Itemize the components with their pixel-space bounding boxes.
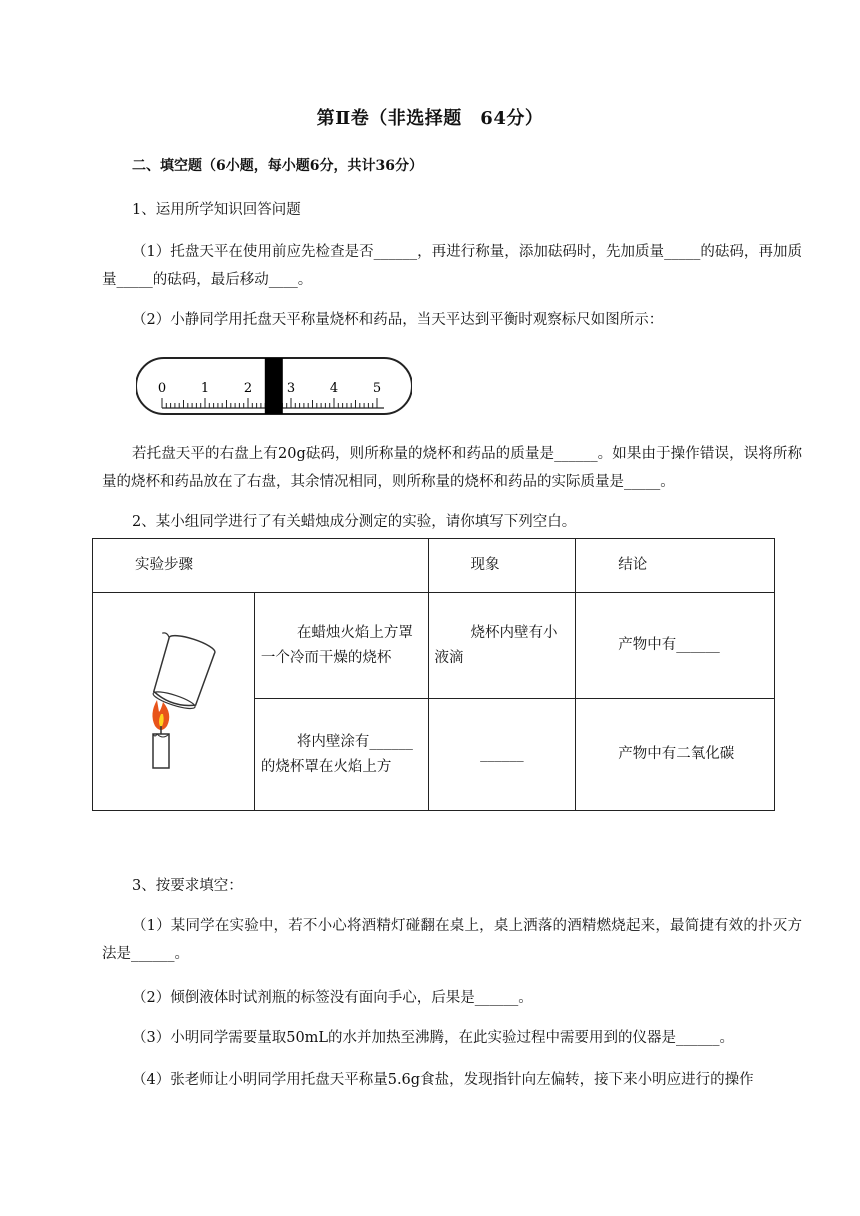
ruler-label: 0 [157, 381, 167, 396]
candle-beaker-figure-cell [93, 593, 255, 811]
row1-step: 在蜡烛火焰上方罩一个冷而干燥的烧杯 [254, 593, 428, 699]
ruler-label: 2 [243, 381, 253, 396]
question-3-part-2: （2）倾倒液体时试剂瓶的标签没有面向手心，后果是______。 [132, 990, 533, 1006]
experiment-table [92, 538, 775, 811]
table-row [93, 593, 775, 699]
ruler-label: 5 [372, 381, 382, 396]
question-3-heading: 3、按要求填空： [132, 878, 243, 894]
question-2-heading: 2、某小组同学进行了有关蜡烛成分测定的实验，请你填写下列空白。 [132, 514, 577, 530]
question-3-part-1: （1）某同学在实验中，若不小心将酒精灯碰翻在桌上，桌上洒落的酒精燃烧起来，最简捷有效的扑灭方法是______。 [102, 918, 802, 962]
row2-phenomenon: ______ [428, 699, 576, 811]
ruler-label: 1 [200, 381, 210, 396]
row1-phenomenon: 烧杯内壁有小液滴 [428, 593, 576, 699]
header-conclusion: 结论 [576, 539, 775, 593]
question-1-heading: 1、运用所学知识回答问题 [132, 202, 301, 218]
ruler-rider [265, 358, 283, 414]
question-1-part-3: 若托盘天平的右盘上有20g砝码，则所称量的烧杯和药品的质量是______。如果由于操作错误，误将所称量的烧杯和药品放在了右盘，其余情况相同，则所称量的烧杯和药品的实际质量是_____。 [102, 446, 802, 490]
header-steps: 实验步骤 [93, 539, 429, 593]
table-header-row [93, 539, 775, 593]
page-title: 第Ⅱ卷（非选择题 64分） [316, 108, 544, 129]
header-phenomenon: 现象 [428, 539, 576, 593]
question-1-part-2: （2）小静同学用托盘天平称量烧杯和药品，当天平达到平衡时观察标尺如图所示： [132, 312, 664, 328]
candle-body [153, 734, 169, 768]
balance-ruler-figure [136, 356, 412, 418]
row2-conclusion: 产物中有二氧化碳 [576, 699, 775, 811]
ruler-label: 4 [329, 381, 339, 396]
section-heading: 二、填空题（6小题，每小题6分，共计36分） [132, 158, 423, 174]
question-3-part-3: （3）小明同学需要量取50mL的水并加热至沸腾，在此实验过程中需要用到的仪器是______。 [132, 1030, 735, 1046]
ruler-label: 3 [286, 381, 296, 396]
row2-step: 将内壁涂有______的烧杯罩在火焰上方 [254, 699, 428, 811]
candle-beaker-illustration [123, 622, 223, 772]
question-1-part-1: （1）托盘天平在使用前应先检查是否______，再进行称量，添加砝码时，先加质量_____的砝码，再加质量_____的砝码，最后移动____。 [102, 244, 802, 288]
row1-conclusion: 产物中有______ [576, 593, 775, 699]
question-3-part-4: （4）张老师让小明同学用托盘天平称量5.6g食盐，发现指针向左偏转，接下来小明应进行的操作 [132, 1072, 754, 1088]
